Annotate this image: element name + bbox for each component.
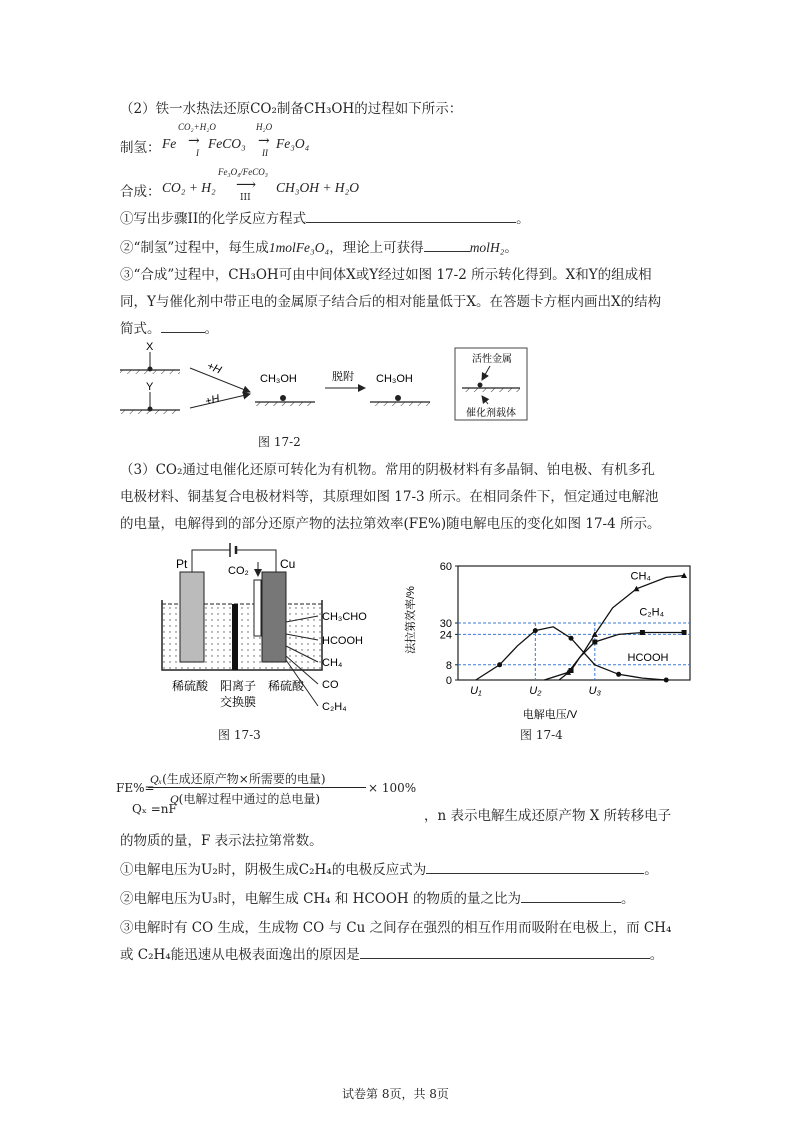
label-y: Y: [146, 381, 154, 393]
series-label-1: C₂H₄: [639, 606, 665, 619]
x-tick-label-2: U₃: [588, 685, 601, 697]
part3-line3: 的电量，电解得到的部分还原产物的法拉第效率(FE%)随电解电压的变化如图 17-4 所示。: [120, 516, 661, 532]
arrow2-condition: H₂O: [256, 122, 273, 132]
label-membrane-2: 交换膜: [220, 695, 257, 709]
reactant-fe: Fe: [162, 136, 177, 151]
synthesis-products: CH₃OH + H₂O: [276, 180, 359, 195]
figure-17-2: [110, 340, 530, 430]
answer-blank-2-2[interactable]: [424, 238, 470, 252]
figure-17-4-chart: [400, 558, 700, 723]
answer-blank-2-1[interactable]: [306, 209, 516, 223]
fe-numerator: Qₓ(生成还原产物×所需要的电量): [150, 772, 326, 786]
series-2-point-9: [664, 678, 669, 683]
fe-explain-2: 的物质的量，F 表示法拉第常数。: [120, 833, 323, 849]
label-cu: Cu: [280, 557, 296, 571]
series-1-point-7: [682, 630, 687, 635]
y-tick-label-60: 60: [439, 561, 452, 573]
label-acid-left: 稀硫酸: [172, 679, 209, 693]
label-co2: CO₂: [228, 565, 249, 577]
series-label-0: CH₄: [630, 570, 651, 583]
question-2-3-line1: ③“合成”过程中，CH₃OH可由中间体X或Y经过如图 17-2 所示转化得到。X和Y的组成相: [120, 267, 652, 283]
label-pt: Pt: [176, 557, 188, 571]
question-3-1: ①电解电压为U₂时，阴极生成C₂H₄的电极反应式为 。: [120, 862, 658, 878]
answer-blank-3-1[interactable]: [426, 860, 644, 874]
arrow-top-label: +H: [205, 360, 223, 377]
synthesis-step: III: [240, 193, 251, 203]
fe-denominator: Q(电解过程中通过的总电量): [170, 792, 321, 806]
y-tick-label-24: 24: [439, 629, 452, 642]
fe-lhs: FE%=: [116, 781, 155, 795]
part2-intro: （2）铁一水热法还原CO₂制备CH₃OH的过程如下所示：: [120, 101, 463, 117]
y-tick-label-8: 8: [445, 659, 452, 672]
series-1-point-3: [592, 640, 597, 645]
series-2-point-5: [569, 636, 574, 641]
figure-17-4-caption: 图 17-4: [520, 728, 563, 742]
legend-metal: 活性金属: [472, 354, 512, 365]
arrow2-icon: →: [258, 133, 270, 149]
synthesis-reactants: CO₂ + H₂: [162, 180, 216, 195]
qx-definition: Qₓ =nF: [132, 802, 177, 816]
question-2-3-line2: 同，Y与催化剂中带正电的金属原子结合后的相对能量低于X。在答题卡方框内画出X的结构: [120, 294, 662, 310]
product-feco3: FeCO₃: [208, 136, 246, 151]
series-2-point-3: [533, 628, 538, 633]
label-x: X: [146, 341, 154, 353]
answer-blank-3-2[interactable]: [521, 889, 621, 903]
product-ch3cho: CH₃CHO: [322, 611, 367, 623]
desorption-label: 脱附: [332, 371, 354, 383]
question-2-3-line3: 简式。 。: [120, 321, 218, 337]
part3-line1: （3）CO₂通过电催化还原可转化为有机物。常用的阴极材料有多晶铜、铂电极、有机多孔: [120, 462, 655, 478]
figure-17-3-caption: 图 17-3: [218, 728, 261, 742]
question-3-3-line1: ③电解时有 CO 生成，生成物 CO 与 Cu 之间存在强烈的相互作用而吸附在电极上，而 CH₄: [120, 920, 672, 936]
series-1-point-1: [569, 668, 574, 673]
series-label-2: HCOOH: [627, 652, 669, 664]
product-ch4: CH₄: [322, 657, 343, 669]
synthesis-arrow-icon: ⟶: [236, 177, 257, 193]
arrow1-icon: →: [188, 133, 200, 149]
figure-17-2-caption: 图 17-2: [258, 435, 301, 449]
fe-explain-1: ，n 表示电解生成还原产物 X 所转移电子: [424, 808, 672, 824]
y-tick-label-30: 30: [439, 618, 452, 630]
product-hcooh: HCOOH: [322, 635, 363, 647]
product-fe3o4: Fe₃O₄: [276, 136, 310, 151]
chart-xlabel: 电解电压/V: [522, 709, 578, 721]
product-co: CO: [322, 679, 339, 691]
part3-line2: 电极材料、铜基复合电极材料等，其原理如图 17-3 所示。在相同条件下，恒定通过电解池: [120, 489, 659, 505]
synthesis-catalyst: Fe₃O₄/FeCO₃: [218, 167, 268, 177]
chart-ylabel: 法拉第效率/%: [405, 586, 417, 654]
page-footer: 试卷第 8页，共 8页: [342, 1087, 449, 1101]
question-3-3-line2: 或 C₂H₄能迅速从电极表面逸出的原因是 。: [120, 947, 664, 963]
product-c2h4: C₂H₄: [322, 701, 347, 713]
arrow1-condition: CO₂+H₂O: [178, 122, 216, 132]
fe-tail: × 100%: [368, 781, 417, 795]
answer-blank-3-3[interactable]: [360, 945, 650, 959]
question-2-2: ②“制氢”过程中，每生成1molFe₃O₄，理论上可获得 molH₂。: [120, 240, 518, 256]
x-tick-label-1: U₂: [529, 685, 542, 697]
figure-17-3: [150, 540, 390, 720]
synthesis-label: 合成：: [120, 184, 161, 200]
question-2-1: ①写出步骤II的化学反应方程式 。: [120, 211, 530, 227]
label-membrane-1: 阳离子: [220, 679, 257, 693]
label-acid-right: 稀硫酸: [268, 679, 305, 693]
arrow2-step: II: [262, 148, 268, 158]
series-2-point-7: [616, 672, 621, 677]
hydrogen-label: 制氢：: [120, 140, 161, 156]
arrow1-step: I: [196, 148, 199, 158]
x-tick-label-0: U₁: [470, 685, 482, 697]
legend-support: 催化剂载体: [466, 408, 516, 419]
answer-blank-2-3[interactable]: [161, 319, 205, 333]
series-2-point-1: [497, 662, 502, 667]
right-molecule: CH₃OH: [376, 373, 413, 385]
question-3-2: ②电解电压为U₃时，电解生成 CH₄ 和 HCOOH 的物质的量之比为 。: [120, 891, 635, 907]
mid-molecule: CH₃OH: [260, 373, 297, 385]
y-tick-label-0: 0: [445, 675, 452, 687]
series-1-point-5: [640, 630, 645, 635]
arrow-bottom-label: +H: [203, 392, 221, 408]
fe-fraction-bar: [148, 787, 366, 788]
